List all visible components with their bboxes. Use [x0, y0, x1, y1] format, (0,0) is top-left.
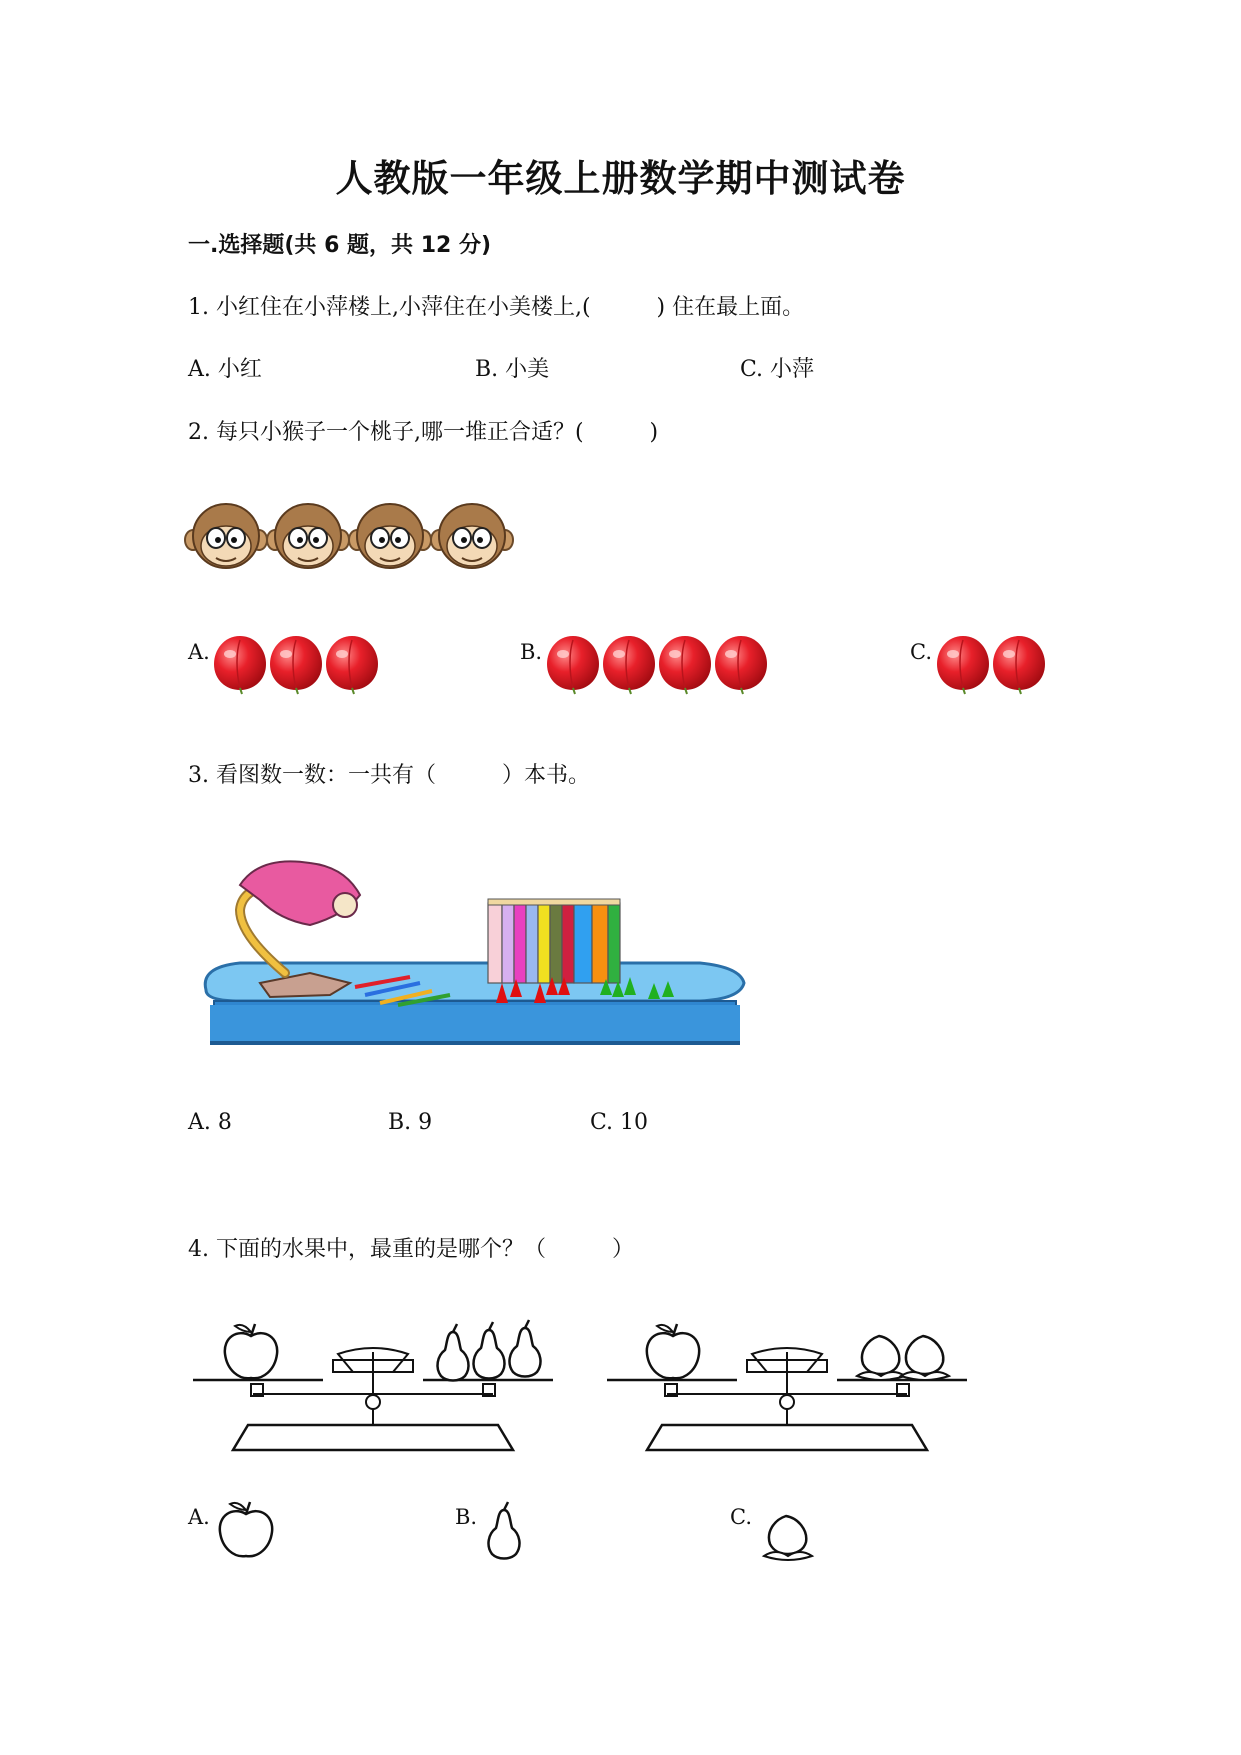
peach-icon	[270, 636, 322, 694]
pear-icon	[474, 1322, 505, 1379]
monkey-icon	[431, 504, 513, 568]
question-2-text: 2. 每只小猴子一个桃子,哪一堆正合适？( )	[188, 420, 659, 445]
pear-icon	[438, 1324, 469, 1381]
desk-with-books-illustration	[200, 855, 750, 1050]
peach-icon	[214, 636, 266, 694]
q4-option-b[interactable]: B.	[455, 1505, 478, 1529]
q1-option-c[interactable]: C. 小萍	[740, 357, 815, 382]
q2-option-c[interactable]: C.	[910, 640, 932, 664]
q1-option-b[interactable]: B. 小美	[475, 357, 550, 382]
peach-pile-a[interactable]	[212, 632, 382, 696]
pear-icon	[484, 1502, 526, 1562]
q2-option-a[interactable]: A.	[188, 640, 210, 664]
q2-option-b[interactable]: B.	[520, 640, 543, 664]
question-3-text: 3. 看图数一数：一共有（ ）本书。	[188, 763, 590, 788]
peach-icon	[901, 1336, 949, 1380]
section-heading: 一.选择题(共 6 题，共 12 分)	[188, 233, 492, 258]
peach-icon	[603, 636, 655, 694]
peach-icon	[326, 636, 378, 694]
peach-pile-c[interactable]	[935, 632, 1049, 696]
page-title: 人教版一年级上册数学期中测试卷	[335, 157, 906, 200]
peach-icon	[857, 1336, 905, 1380]
apple-icon	[225, 1324, 277, 1378]
apple-icon	[216, 1500, 278, 1562]
peach-icon	[762, 1510, 816, 1564]
monkey-icon	[185, 504, 267, 568]
peach-icon	[937, 636, 989, 694]
q3-option-b[interactable]: B. 9	[388, 1110, 433, 1135]
question-4-text: 4. 下面的水果中，最重的是哪个？（ ）	[188, 1237, 634, 1262]
apple-icon	[647, 1324, 699, 1378]
question-1-text: 1. 小红住在小萍楼上,小萍住在小美楼上,( ) 住在最上面。	[188, 295, 805, 320]
monkeys-illustration	[188, 500, 528, 572]
q3-option-a[interactable]: A. 8	[188, 1110, 232, 1135]
pear-icon	[510, 1320, 541, 1377]
balance-scale-apple-vs-peaches	[607, 1300, 967, 1455]
monkey-icon	[349, 504, 431, 568]
q3-option-c[interactable]: C. 10	[590, 1110, 649, 1135]
balance-scale-apple-vs-pears	[193, 1300, 553, 1455]
monkey-icon	[267, 504, 349, 568]
peach-icon	[715, 636, 767, 694]
peach-pile-b[interactable]	[545, 632, 771, 696]
q1-option-a[interactable]: A. 小红	[188, 357, 262, 382]
peach-icon	[547, 636, 599, 694]
q4-option-a[interactable]: A.	[188, 1505, 210, 1529]
q4-option-c[interactable]: C.	[730, 1505, 752, 1529]
peach-icon	[993, 636, 1045, 694]
peach-icon	[659, 636, 711, 694]
